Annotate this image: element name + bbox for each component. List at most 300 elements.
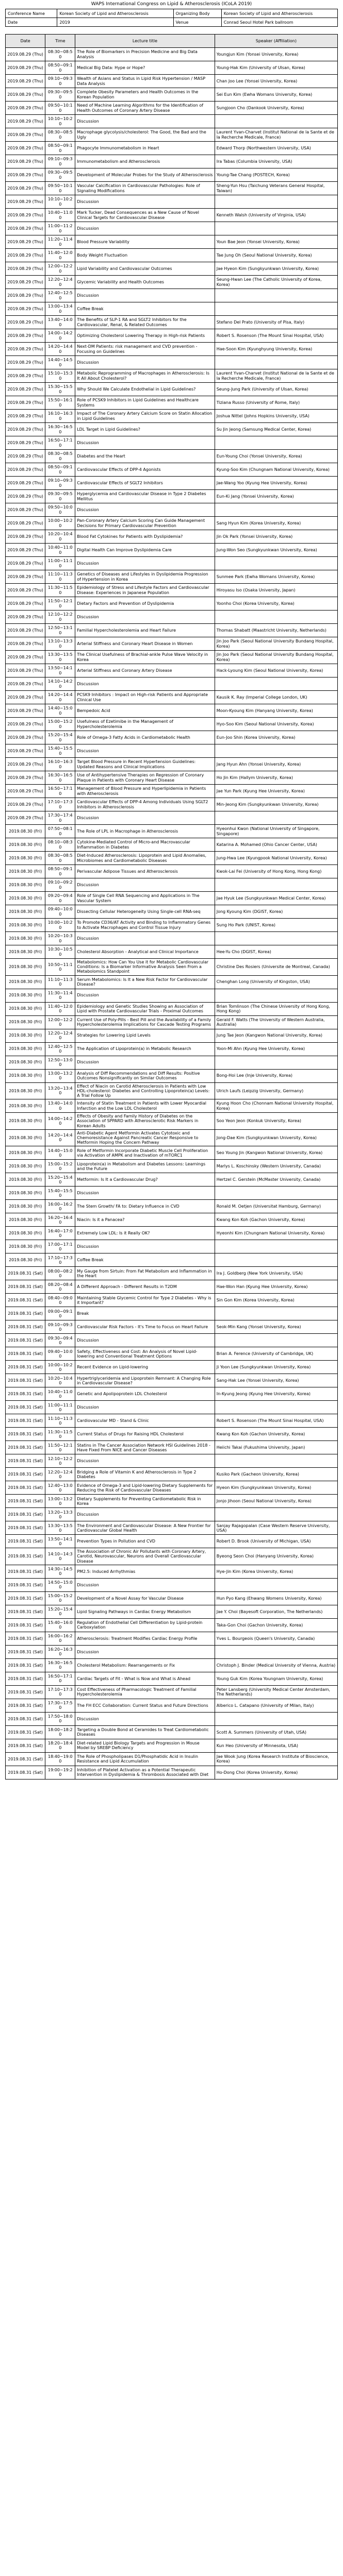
session-talk: Dietary Supplements for Preventing Cardiometabolic Risk in Korea bbox=[75, 1495, 215, 1508]
session-talk: Cardiovascular Effects of DPP-4 Among Individuals Using SGLT2 Inhibitors in Atherosclerosis bbox=[75, 798, 215, 811]
session-speaker: Sanjay Rajagopalan (Case Western Reserve University, USA) bbox=[215, 1521, 337, 1535]
session-date: 2019.08.29 (Thu) bbox=[6, 490, 45, 503]
table-row bbox=[6, 302, 338, 316]
session-time: 13:30~13:50 bbox=[45, 1521, 75, 1535]
session-talk: Role of Omega-3 Fatty Acids in Cardiometabolic Health bbox=[75, 731, 215, 744]
session-talk: Current Status of Drugs for Raising HDL Cholesterol bbox=[75, 1428, 215, 1441]
table-row bbox=[6, 1267, 338, 1280]
table-row bbox=[6, 637, 338, 651]
session-speaker: Jae-Wang Yoo (Kyung Hee University, Korea) bbox=[215, 477, 337, 490]
session-date: 2019.08.31 (Sat) bbox=[6, 1685, 45, 1699]
session-talk: Genetic and Apolipoprotein LDL Cholesterol bbox=[75, 1387, 215, 1401]
session-time: 19:00~19:20 bbox=[45, 1766, 75, 1779]
table-row bbox=[6, 182, 338, 195]
session-time: 08:10~08:30 bbox=[45, 838, 75, 852]
session-time: 10:20~10:40 bbox=[45, 1374, 75, 1387]
table-row bbox=[6, 410, 338, 423]
session-talk: Discussion bbox=[75, 1454, 215, 1468]
session-talk: Perivascular Adipose Tissues and Atherosclerosis bbox=[75, 865, 215, 878]
session-time: 09:00~09:10 bbox=[45, 1307, 75, 1320]
session-time: 16:00~16:20 bbox=[45, 1632, 75, 1645]
table-row bbox=[6, 1347, 338, 1361]
table-row bbox=[6, 570, 338, 584]
session-date: 2019.08.29 (Thu) bbox=[6, 463, 45, 477]
session-talk: Epidemiology of Stress and Lifestyle Factors and Cardiovascular Disease: Experiences in Japanese Population bbox=[75, 584, 215, 597]
table-row bbox=[6, 1441, 338, 1454]
session-talk: Familial Hypercholesterolemia and Heart Failure bbox=[75, 624, 215, 637]
session-time: 12:20~12:40 bbox=[45, 1029, 75, 1042]
session-time: 12:40~12:50 bbox=[45, 289, 75, 302]
session-time: 13:40~14:00 bbox=[45, 1099, 75, 1113]
session-date: 2019.08.29 (Thu) bbox=[6, 396, 45, 410]
session-date: 2019.08.30 (Fri) bbox=[6, 1173, 45, 1187]
session-date: 2019.08.31 (Sat) bbox=[6, 1414, 45, 1428]
session-date: 2019.08.30 (Fri) bbox=[6, 878, 45, 892]
session-time: 10:30~10:50 bbox=[45, 945, 75, 959]
table-row bbox=[6, 945, 338, 959]
session-time: 09:30~09:50 bbox=[45, 88, 75, 101]
table-row bbox=[6, 1766, 338, 1779]
table-row bbox=[6, 744, 338, 758]
session-speaker: Seok-Min Kang (Yonsei University, Korea) bbox=[215, 1320, 337, 1334]
session-date: 2019.08.31 (Sat) bbox=[6, 1428, 45, 1441]
session-time: 08:50~09:10 bbox=[45, 865, 75, 878]
session-date: 2019.08.29 (Thu) bbox=[6, 48, 45, 61]
session-talk: Discussion bbox=[75, 1645, 215, 1658]
session-talk: Regulation of Endothelial Cell Differentiation by Lipid-protein Carboxylation bbox=[75, 1618, 215, 1632]
table-row bbox=[6, 624, 338, 637]
session-date: 2019.08.29 (Thu) bbox=[6, 383, 45, 396]
session-time: 09:20~09:40 bbox=[45, 892, 75, 905]
table-row bbox=[6, 1387, 338, 1401]
session-time: 17:10~17:30 bbox=[45, 798, 75, 811]
session-talk: Role of PCSK9 Inhibitors in Lipid Guidelines and Healthcare Systems bbox=[75, 396, 215, 410]
table-row bbox=[6, 932, 338, 945]
table-row bbox=[6, 1495, 338, 1508]
session-date: 2019.08.29 (Thu) bbox=[6, 718, 45, 731]
session-date: 2019.08.29 (Thu) bbox=[6, 570, 45, 584]
session-date: 2019.08.31 (Sat) bbox=[6, 1766, 45, 1779]
session-speaker: Yoonho Choi (Korea University, Korea) bbox=[215, 597, 337, 611]
session-time: 14:20~14:40 bbox=[45, 343, 75, 356]
session-date: 2019.08.29 (Thu) bbox=[6, 195, 45, 209]
session-speaker bbox=[215, 503, 337, 517]
session-time: 12:00~12:20 bbox=[45, 1015, 75, 1029]
session-date: 2019.08.29 (Thu) bbox=[6, 584, 45, 597]
session-speaker: Jae Y. Choi (Bayesoft Corporation, The Netherlands) bbox=[215, 1605, 337, 1618]
session-time: 12:20~12:40 bbox=[45, 276, 75, 289]
session-time: 08:40~09:00 bbox=[45, 1294, 75, 1307]
session-date: 2019.08.30 (Fri) bbox=[6, 989, 45, 1002]
session-speaker: Youngjun Kim (Yonsei University, Korea) bbox=[215, 48, 337, 61]
session-speaker bbox=[215, 811, 337, 825]
session-speaker: Ji Yoon Lee (Sungkyunkwan University, Korea) bbox=[215, 1361, 337, 1374]
session-time: 16:50~17:10 bbox=[45, 785, 75, 798]
session-time: 09:40~10:00 bbox=[45, 905, 75, 919]
session-talk: Discussion bbox=[75, 115, 215, 128]
session-time: 14:20~14:40 bbox=[45, 691, 75, 704]
session-talk: Arterial Stiffness and Coronary Artery Disease bbox=[75, 664, 215, 677]
session-time: 13:00~13:20 bbox=[45, 1495, 75, 1508]
session-talk: Arterial Stiffness and Coronary Heart Disease in Women bbox=[75, 637, 215, 651]
meta-value: 2019 bbox=[57, 18, 173, 27]
session-date: 2019.08.31 (Sat) bbox=[6, 1267, 45, 1280]
session-speaker: Jong-Dae Kim (Sungkyunkwan University, Korea) bbox=[215, 1129, 337, 1146]
table-row bbox=[6, 677, 338, 691]
session-time: 16:00~16:20 bbox=[45, 1200, 75, 1213]
session-talk: Discussion bbox=[75, 878, 215, 892]
session-talk: Atherosclerosis: Treatment Modifies Cardiac Energy Profile bbox=[75, 1632, 215, 1645]
session-talk: The Clinical Usefulness of Brachial-ankle Pulse Wave Velocity in Korea bbox=[75, 651, 215, 664]
session-date: 2019.08.29 (Thu) bbox=[6, 517, 45, 530]
session-date: 2019.08.30 (Fri) bbox=[6, 1146, 45, 1160]
session-date: 2019.08.31 (Sat) bbox=[6, 1347, 45, 1361]
table-row bbox=[6, 1725, 338, 1739]
session-date: 2019.08.29 (Thu) bbox=[6, 664, 45, 677]
table-row bbox=[6, 664, 338, 677]
session-speaker: Hertzel C. Gerstein (McMaster University, Canada) bbox=[215, 1173, 337, 1187]
session-speaker: Robert S. Rosenson (The Mount Sinai Hospital, USA) bbox=[215, 329, 337, 343]
session-speaker: Jae Hyeon Kim (Sungkyunkwan University, Korea) bbox=[215, 262, 337, 276]
session-time: 11:30~11:40 bbox=[45, 989, 75, 1002]
session-talk: Lipid Variability and Cardiovascular Outcomes bbox=[75, 262, 215, 276]
session-talk: Discussion bbox=[75, 1508, 215, 1521]
session-date: 2019.08.30 (Fri) bbox=[6, 852, 45, 865]
session-time: 12:40~13:00 bbox=[45, 1481, 75, 1495]
session-time: 11:10~11:30 bbox=[45, 570, 75, 584]
session-talk: Discussion bbox=[75, 1187, 215, 1200]
session-time: 15:30~15:50 bbox=[45, 383, 75, 396]
session-date: 2019.08.31 (Sat) bbox=[6, 1548, 45, 1565]
session-date: 2019.08.31 (Sat) bbox=[6, 1508, 45, 1521]
session-date: 2019.08.29 (Thu) bbox=[6, 168, 45, 182]
session-speaker: Hack-Lyoung Kim (Seoul National University, Korea) bbox=[215, 664, 337, 677]
session-date: 2019.08.30 (Fri) bbox=[6, 1227, 45, 1240]
session-speaker bbox=[215, 1712, 337, 1725]
session-time: 10:00~10:20 bbox=[45, 517, 75, 530]
session-date: 2019.08.29 (Thu) bbox=[6, 356, 45, 369]
session-talk: Hyperglycemia and Cardiovascular Disease in Type 2 Diabetes Mellitus bbox=[75, 490, 215, 503]
session-speaker: Jae Hyuk Lee (Sungkyunkwan Medical Center, Korea) bbox=[215, 892, 337, 905]
table-row bbox=[6, 1099, 338, 1113]
session-date: 2019.08.29 (Thu) bbox=[6, 811, 45, 825]
session-talk: Discussion bbox=[75, 1240, 215, 1253]
table-row bbox=[6, 289, 338, 302]
table-row bbox=[6, 1521, 338, 1535]
sessions-body bbox=[6, 48, 338, 1780]
session-time: 10:20~10:30 bbox=[45, 932, 75, 945]
session-speaker: Young-Tae Chang (POSTECH, Korea) bbox=[215, 168, 337, 182]
session-talk: Use of Antihypertensive Therapies on Regression of Coronary Plaque in Patients with Coronary Heart Disease bbox=[75, 771, 215, 785]
session-speaker bbox=[215, 222, 337, 235]
table-row bbox=[6, 892, 338, 905]
session-date: 2019.08.29 (Thu) bbox=[6, 276, 45, 289]
session-talk: Usefulness of Ezetimibe in the Management of Hypercholesterolemia bbox=[75, 718, 215, 731]
session-date: 2019.08.31 (Sat) bbox=[6, 1578, 45, 1591]
table-row bbox=[6, 115, 338, 128]
session-date: 2019.08.30 (Fri) bbox=[6, 1056, 45, 1069]
session-speaker: Sei Eun Kim (Ewha Womans University, Korea) bbox=[215, 88, 337, 101]
session-date: 2019.08.30 (Fri) bbox=[6, 1240, 45, 1253]
session-date: 2019.08.29 (Thu) bbox=[6, 677, 45, 691]
session-date: 2019.08.29 (Thu) bbox=[6, 436, 45, 450]
session-speaker bbox=[215, 1056, 337, 1069]
session-talk: Discussion bbox=[75, 744, 215, 758]
session-speaker: Young Guk Kim (Korea Youngnam University, Korea) bbox=[215, 1672, 337, 1685]
table-row bbox=[6, 1428, 338, 1441]
session-speaker: Min-Jeong Kim (Sungkyunkwan University, Korea) bbox=[215, 798, 337, 811]
table-row bbox=[6, 825, 338, 838]
table-row bbox=[6, 731, 338, 744]
session-date: 2019.08.30 (Fri) bbox=[6, 1015, 45, 1029]
session-speaker bbox=[215, 1187, 337, 1200]
table-row bbox=[6, 356, 338, 369]
session-time: 17:10~17:30 bbox=[45, 1685, 75, 1699]
session-date: 2019.08.30 (Fri) bbox=[6, 975, 45, 989]
session-talk: Discussion bbox=[75, 557, 215, 570]
session-time: 14:40~15:00 bbox=[45, 1146, 75, 1160]
session-talk: Discussion bbox=[75, 222, 215, 235]
session-date: 2019.08.31 (Sat) bbox=[6, 1565, 45, 1578]
session-date: 2019.08.29 (Thu) bbox=[6, 101, 45, 115]
session-speaker: Peter Lansberg (University Medical Center Amsterdam, The Netherlands) bbox=[215, 1685, 337, 1699]
session-talk: The Role of Phospholipases D1/Phosphatidic Acid in Insulin Resistance and Lipid Accumulation bbox=[75, 1752, 215, 1766]
session-talk: Strategies for Lowering Lipid Levels bbox=[75, 1029, 215, 1042]
session-date: 2019.08.29 (Thu) bbox=[6, 88, 45, 101]
session-talk: Diet-Induced Atherosclerosis: Lipoprotein and Lipid Anomalies, Microbiomes and Cardiometabolic Diseases bbox=[75, 852, 215, 865]
session-talk: Discussion bbox=[75, 989, 215, 1002]
session-time: 11:00~11:10 bbox=[45, 557, 75, 570]
session-speaker: Jung-Hwa Lee (Kyungpook National University, Korea) bbox=[215, 852, 337, 865]
session-talk: Blood Pressure Variability bbox=[75, 235, 215, 249]
session-speaker: Eun-Ki Jang (Yonsei University, Korea) bbox=[215, 490, 337, 503]
session-speaker: Yves L. Bourgeois (Queen's University, Canada) bbox=[215, 1632, 337, 1645]
table-row bbox=[6, 75, 338, 88]
session-speaker: Jin Joo Park (Seoul National University Bundang Hospital, Korea) bbox=[215, 637, 337, 651]
session-speaker: Eun-Joo Shin (Korea University, Korea) bbox=[215, 731, 337, 744]
session-time: 17:00~17:10 bbox=[45, 1240, 75, 1253]
session-speaker: Bong-Hoi Lee (Inje University, Korea) bbox=[215, 1069, 337, 1082]
table-row bbox=[6, 1200, 338, 1213]
session-date: 2019.08.31 (Sat) bbox=[6, 1294, 45, 1307]
table-row bbox=[6, 1658, 338, 1672]
session-talk: The FH ECC Collaboration: Current Status and Future Directions bbox=[75, 1699, 215, 1712]
session-speaker: Katarina A. Mohamed (Ohio Cancer Center, USA) bbox=[215, 838, 337, 852]
session-speaker: Robert S. Rosenson (The Mount Sinai Hospital, USA) bbox=[215, 1414, 337, 1428]
session-talk: Complete Obesity Parameters and Health Outcomes in the Korean Population bbox=[75, 88, 215, 101]
table-row bbox=[6, 276, 338, 289]
session-date: 2019.08.30 (Fri) bbox=[6, 1029, 45, 1042]
session-talk: Wealth of Asians and Status in Lipid Risk Hypertension / MASP Data Analysis bbox=[75, 75, 215, 88]
session-time: 07:50~08:10 bbox=[45, 825, 75, 838]
session-speaker: Hae-Soon Kim (Kyunghyung University, Korea) bbox=[215, 343, 337, 356]
session-time: 12:50~13:00 bbox=[45, 1056, 75, 1069]
session-speaker: Seung-Hwan Lee (The Catholic University of Korea, Korea) bbox=[215, 276, 337, 289]
session-speaker bbox=[215, 1307, 337, 1320]
session-date: 2019.08.30 (Fri) bbox=[6, 825, 45, 838]
meta-label: Venue bbox=[173, 18, 221, 27]
session-time: 11:10~11:30 bbox=[45, 975, 75, 989]
session-talk: Genetics of Diseases and Lifestyles in Dyslipidemia Progression of Hypertension in Korea bbox=[75, 570, 215, 584]
session-speaker bbox=[215, 1578, 337, 1591]
table-row bbox=[6, 771, 338, 785]
table-row bbox=[6, 222, 338, 235]
session-time: 08:30~08:50 bbox=[45, 48, 75, 61]
table-row bbox=[6, 128, 338, 142]
table-row bbox=[6, 477, 338, 490]
session-talk: Cholesterol Metabolism: Rearrangements or Fix bbox=[75, 1658, 215, 1672]
session-time: 12:10~12:20 bbox=[45, 1454, 75, 1468]
table-row bbox=[6, 1645, 338, 1658]
session-date: 2019.08.29 (Thu) bbox=[6, 329, 45, 343]
session-time: 08:20~08:40 bbox=[45, 1280, 75, 1294]
session-speaker bbox=[215, 677, 337, 691]
session-date: 2019.08.29 (Thu) bbox=[6, 235, 45, 249]
session-time: 09:50~10:10 bbox=[45, 182, 75, 195]
session-time: 09:40~10:00 bbox=[45, 1347, 75, 1361]
session-speaker: Su Jin Jeong (Samsung Medical Center, Korea) bbox=[215, 423, 337, 436]
session-talk: Digital Health Can Improve Dyslipidemia Care bbox=[75, 544, 215, 557]
table-row bbox=[6, 1374, 338, 1387]
session-time: 09:10~09:30 bbox=[45, 155, 75, 168]
session-speaker: Jonjo Jihoon (Seoul National University, Korea) bbox=[215, 1495, 337, 1508]
table-row bbox=[6, 838, 338, 852]
table-row bbox=[6, 329, 338, 343]
session-time: 08:30~08:50 bbox=[45, 450, 75, 463]
session-time: 09:10~09:30 bbox=[45, 477, 75, 490]
table-row bbox=[6, 989, 338, 1002]
session-talk: Blood Fat Cytokines for Patients with Dyslipidemia? bbox=[75, 530, 215, 544]
table-row bbox=[6, 718, 338, 731]
meta-value: Korean Society of Lipid and Atherosclerosis bbox=[221, 9, 337, 18]
session-date: 2019.08.30 (Fri) bbox=[6, 1253, 45, 1267]
session-talk: Cholesterol Absorption - Analytical and Clinical Importance bbox=[75, 945, 215, 959]
session-speaker: Jung-Won Seo (Sungkyunkwan University, Korea) bbox=[215, 544, 337, 557]
session-talk: Discussion bbox=[75, 811, 215, 825]
session-talk: Discussion bbox=[75, 932, 215, 945]
session-date: 2019.08.31 (Sat) bbox=[6, 1632, 45, 1645]
session-talk: Cardiovascular MD - Stand & Clinic bbox=[75, 1414, 215, 1428]
session-time: 13:30~13:50 bbox=[45, 651, 75, 664]
session-speaker bbox=[215, 611, 337, 624]
session-speaker: Robert D. Brook (University of Michigan, USA) bbox=[215, 1535, 337, 1548]
session-talk: Vascular Calcification in Cardiovascular Pathologies: Role of Signaling Modifications bbox=[75, 182, 215, 195]
session-date: 2019.08.29 (Thu) bbox=[6, 624, 45, 637]
session-talk: Analysis of Diff Recommendations and Diff Results: Positive Outcomes Nonsignificantly on Similar Outcomes bbox=[75, 1069, 215, 1082]
session-time: 11:30~11:50 bbox=[45, 584, 75, 597]
session-time: 14:20~14:40 bbox=[45, 1129, 75, 1146]
session-speaker bbox=[215, 1401, 337, 1414]
session-speaker: Kusiko Park (Gacheon University, Korea) bbox=[215, 1468, 337, 1481]
session-date: 2019.08.31 (Sat) bbox=[6, 1374, 45, 1387]
table-row bbox=[6, 865, 338, 878]
session-time: 13:00~13:40 bbox=[45, 302, 75, 316]
table-row bbox=[6, 1253, 338, 1267]
session-speaker bbox=[215, 1508, 337, 1521]
meta-row-2 bbox=[6, 18, 338, 27]
table-row bbox=[6, 383, 338, 396]
session-time: 10:40~11:00 bbox=[45, 544, 75, 557]
table-row bbox=[6, 1632, 338, 1645]
session-time: 15:40~15:50 bbox=[45, 744, 75, 758]
session-date: 2019.08.29 (Thu) bbox=[6, 289, 45, 302]
table-row bbox=[6, 168, 338, 182]
session-talk: Discussion bbox=[75, 1334, 215, 1347]
session-talk: Diabetes and the Heart bbox=[75, 450, 215, 463]
session-talk: Diet-related Lipid Biology Targets and Progression in Mouse Model by SREBP Deficiency bbox=[75, 1739, 215, 1752]
session-time: 16:20~16:40 bbox=[45, 1213, 75, 1227]
table-row bbox=[6, 423, 338, 436]
session-talk: The Application of Lipoprotein(a) in Metabolic Research bbox=[75, 1042, 215, 1056]
session-time: 08:50~09:10 bbox=[45, 142, 75, 155]
session-talk: Why Should We Calculate Endothelial in Lipid Guidelines? bbox=[75, 383, 215, 396]
session-talk: Target Blood Pressure in Recent Hypertension Guidelines: Updated Reasons and Clinical Implications bbox=[75, 758, 215, 771]
session-speaker: Tae Jung Oh (Seoul National University, Korea) bbox=[215, 249, 337, 262]
session-time: 09:10~09:30 bbox=[45, 1320, 75, 1334]
table-row bbox=[6, 651, 338, 664]
session-talk: Lipoprotein(a) in Metabolism and Diabetes Lessons: Learnings and the Future bbox=[75, 1160, 215, 1173]
session-date: 2019.08.29 (Thu) bbox=[6, 503, 45, 517]
session-talk: Bridging a Role of Vitamin K and Atherosclerosis in Type 2 Diabetes bbox=[75, 1468, 215, 1481]
session-speaker bbox=[215, 1240, 337, 1253]
session-time: 16:30~16:50 bbox=[45, 423, 75, 436]
session-talk: Safety, Effectiveness and Cost: An Analysis of Novel Lipid-lowering and Conventional Treatment Options bbox=[75, 1347, 215, 1361]
table-row bbox=[6, 1129, 338, 1146]
session-speaker: Kun Heo (University of Minnesota, USA) bbox=[215, 1739, 337, 1752]
table-row bbox=[6, 798, 338, 811]
session-speaker: Sunmee Park (Ewha Womans University, Korea) bbox=[215, 570, 337, 584]
session-speaker: Tiziana Russo (University of Rome, Italy) bbox=[215, 396, 337, 410]
session-talk: Cytokine-Mediated Control of Micro-and Macrovascular Inflammation in Diabetes bbox=[75, 838, 215, 852]
session-date: 2019.08.31 (Sat) bbox=[6, 1739, 45, 1752]
session-time: 10:40~11:00 bbox=[45, 1387, 75, 1401]
session-speaker: Moon-Kyoung Kim (Hanyang University, Korea) bbox=[215, 704, 337, 718]
session-speaker: Scott A. Summers (University of Utah, USA) bbox=[215, 1725, 337, 1739]
session-date: 2019.08.30 (Fri) bbox=[6, 1099, 45, 1113]
session-talk: Discussion bbox=[75, 1056, 215, 1069]
session-talk: Discussion bbox=[75, 1578, 215, 1591]
session-talk: Macrophage glycolysis/cholesterol: The Good, the Bad and the Ugly bbox=[75, 128, 215, 142]
session-talk: A Different Approach - Different Results in T2DM bbox=[75, 1280, 215, 1294]
session-speaker: Hye-Jin Kim (Korea University, Korea) bbox=[215, 1565, 337, 1578]
session-time: 14:30~14:50 bbox=[45, 1565, 75, 1578]
session-talk: Effects of Obesity and Family History of Diabetes on the Association of SPPARD with Atherosclerotic Risk Markers in Korean Adults bbox=[75, 1113, 215, 1130]
session-date: 2019.08.29 (Thu) bbox=[6, 691, 45, 704]
session-date: 2019.08.29 (Thu) bbox=[6, 61, 45, 75]
session-speaker: Eun-Young Choi (Yonsei University, Korea) bbox=[215, 450, 337, 463]
session-talk: Dissecting Cellular Heterogeneity Using Single-cell RNA-seq bbox=[75, 905, 215, 919]
session-date: 2019.08.29 (Thu) bbox=[6, 302, 45, 316]
session-speaker: Brian Tomlinson (The Chinese University of Hong Kong, Hong Kong) bbox=[215, 1002, 337, 1015]
table-row bbox=[6, 1401, 338, 1414]
session-time: 08:00~08:20 bbox=[45, 1267, 75, 1280]
session-talk: The Association of Chronic Air Pollutants with Coronary Artery, Carotid, Neurovascular, Neurons and Overall Cardiovascular Disease bbox=[75, 1548, 215, 1565]
session-speaker: Brian A. Ference (University of Cambridge, UK) bbox=[215, 1347, 337, 1361]
session-time: 09:10~09:30 bbox=[45, 75, 75, 88]
session-date: 2019.08.29 (Thu) bbox=[6, 75, 45, 88]
session-talk: Next-DM Patients: risk management and CVD prevention - Focusing on Guidelines bbox=[75, 343, 215, 356]
session-talk: Current Use of Poly-Pills - Best Pill and the Availability of a Family Hypercholesterolemia Implications for Cascade Testing Programs bbox=[75, 1015, 215, 1029]
session-date: 2019.08.30 (Fri) bbox=[6, 1002, 45, 1015]
table-row bbox=[6, 1056, 338, 1069]
table-row bbox=[6, 1618, 338, 1632]
session-date: 2019.08.29 (Thu) bbox=[6, 182, 45, 195]
session-date: 2019.08.31 (Sat) bbox=[6, 1535, 45, 1548]
session-time: 15:00~15:20 bbox=[45, 1160, 75, 1173]
table-row bbox=[6, 490, 338, 503]
table-row bbox=[6, 1113, 338, 1130]
table-row bbox=[6, 343, 338, 356]
